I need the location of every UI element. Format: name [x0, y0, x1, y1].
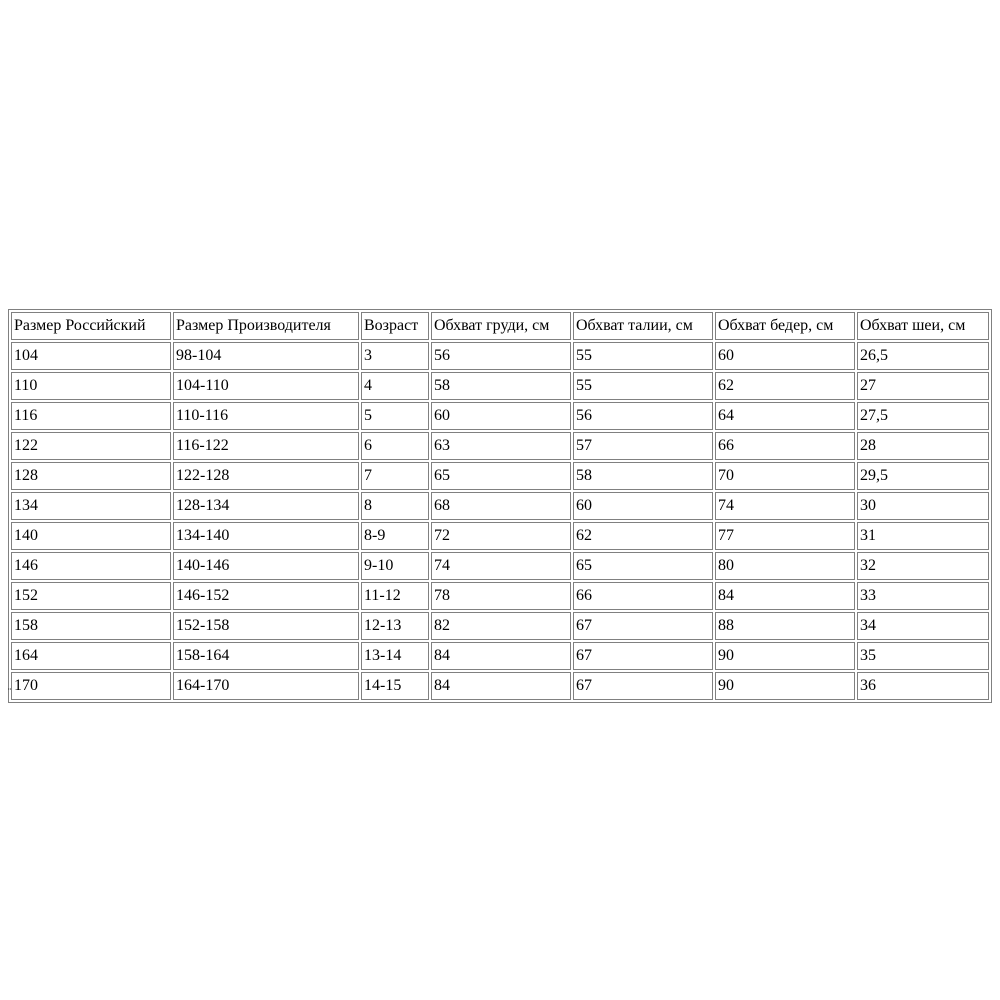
table-cell: 60 — [715, 342, 855, 370]
table-cell: 6 — [361, 432, 429, 460]
table-cell: 78 — [431, 582, 571, 610]
table-cell: 65 — [431, 462, 571, 490]
table-cell: 152 — [11, 582, 171, 610]
table-row — [11, 642, 989, 670]
table-cell: 122 — [11, 432, 171, 460]
table-cell: 170 — [11, 672, 171, 700]
table-cell: 26,5 — [857, 342, 989, 370]
table-cell: 110 — [11, 372, 171, 400]
column-header: Обхват бедер, см — [715, 312, 855, 340]
table-cell: 122-128 — [173, 462, 359, 490]
table-cell: 66 — [573, 582, 713, 610]
table-row — [11, 612, 989, 640]
table-cell: 30 — [857, 492, 989, 520]
table-cell: 64 — [715, 402, 855, 430]
table-cell: 74 — [431, 552, 571, 580]
footer-mark: ¨ — [8, 687, 12, 698]
table-cell: 90 — [715, 672, 855, 700]
table-cell: 55 — [573, 342, 713, 370]
table-cell: 60 — [431, 402, 571, 430]
table-cell: 4 — [361, 372, 429, 400]
table-row — [11, 372, 989, 400]
table-cell: 77 — [715, 522, 855, 550]
table-cell: 67 — [573, 612, 713, 640]
column-header: Возраст — [361, 312, 429, 340]
table-cell: 12-13 — [361, 612, 429, 640]
table-cell: 98-104 — [173, 342, 359, 370]
table-cell: 66 — [715, 432, 855, 460]
table-cell: 80 — [715, 552, 855, 580]
table-cell: 56 — [573, 402, 713, 430]
table-cell: 32 — [857, 552, 989, 580]
table-cell: 140 — [11, 522, 171, 550]
table-cell: 8 — [361, 492, 429, 520]
column-header: Размер Российский — [11, 312, 171, 340]
table-cell: 62 — [573, 522, 713, 550]
table-cell: 70 — [715, 462, 855, 490]
table-cell: 110-116 — [173, 402, 359, 430]
table-cell: 11-12 — [361, 582, 429, 610]
table-cell: 84 — [431, 672, 571, 700]
table-row — [11, 672, 989, 700]
table-cell: 67 — [573, 672, 713, 700]
table-cell: 58 — [431, 372, 571, 400]
table-row — [11, 432, 989, 460]
table-cell: 5 — [361, 402, 429, 430]
table-cell: 35 — [857, 642, 989, 670]
table-cell: 55 — [573, 372, 713, 400]
table-cell: 62 — [715, 372, 855, 400]
table-cell: 146 — [11, 552, 171, 580]
header-row — [11, 312, 989, 340]
table-cell: 67 — [573, 642, 713, 670]
table-cell: 13-14 — [361, 642, 429, 670]
table-row — [11, 582, 989, 610]
table-cell: 146-152 — [173, 582, 359, 610]
table-cell: 7 — [361, 462, 429, 490]
table-cell: 36 — [857, 672, 989, 700]
table-cell: 134-140 — [173, 522, 359, 550]
table-row — [11, 522, 989, 550]
table-cell: 14-15 — [361, 672, 429, 700]
table-cell: 65 — [573, 552, 713, 580]
table-cell: 27 — [857, 372, 989, 400]
table-cell: 128 — [11, 462, 171, 490]
table-cell: 74 — [715, 492, 855, 520]
table-cell: 34 — [857, 612, 989, 640]
table-cell: 60 — [573, 492, 713, 520]
table-cell: 29,5 — [857, 462, 989, 490]
table-cell: 164-170 — [173, 672, 359, 700]
table-cell: 3 — [361, 342, 429, 370]
table-cell: 134 — [11, 492, 171, 520]
table-cell: 152-158 — [173, 612, 359, 640]
table-cell: 140-146 — [173, 552, 359, 580]
table-cell: 164 — [11, 642, 171, 670]
table-cell: 28 — [857, 432, 989, 460]
table-cell: 68 — [431, 492, 571, 520]
table-cell: 84 — [431, 642, 571, 670]
table-cell: 158-164 — [173, 642, 359, 670]
table-cell: 90 — [715, 642, 855, 670]
table-cell: 56 — [431, 342, 571, 370]
table-cell: 116-122 — [173, 432, 359, 460]
table-cell: 58 — [573, 462, 713, 490]
table-cell: 8-9 — [361, 522, 429, 550]
table-cell: 128-134 — [173, 492, 359, 520]
table-body — [11, 342, 989, 700]
table-cell: 82 — [431, 612, 571, 640]
table-cell: 88 — [715, 612, 855, 640]
table-cell: 33 — [857, 582, 989, 610]
table-cell: 27,5 — [857, 402, 989, 430]
size-chart-table — [8, 309, 992, 703]
table-cell: 63 — [431, 432, 571, 460]
table-row — [11, 402, 989, 430]
column-header: Обхват шеи, см — [857, 312, 989, 340]
table-cell: 158 — [11, 612, 171, 640]
column-header: Размер Производителя — [173, 312, 359, 340]
column-header: Обхват талии, см — [573, 312, 713, 340]
table-cell: 9-10 — [361, 552, 429, 580]
table-row — [11, 492, 989, 520]
table-cell: 104 — [11, 342, 171, 370]
table-header — [11, 312, 989, 340]
table-cell: 72 — [431, 522, 571, 550]
column-header: Обхват груди, см — [431, 312, 571, 340]
table-cell: 104-110 — [173, 372, 359, 400]
size-table-container — [8, 309, 992, 703]
table-row — [11, 462, 989, 490]
table-cell: 84 — [715, 582, 855, 610]
table-cell: 57 — [573, 432, 713, 460]
table-cell: 31 — [857, 522, 989, 550]
table-cell: 116 — [11, 402, 171, 430]
table-row — [11, 342, 989, 370]
table-row — [11, 552, 989, 580]
